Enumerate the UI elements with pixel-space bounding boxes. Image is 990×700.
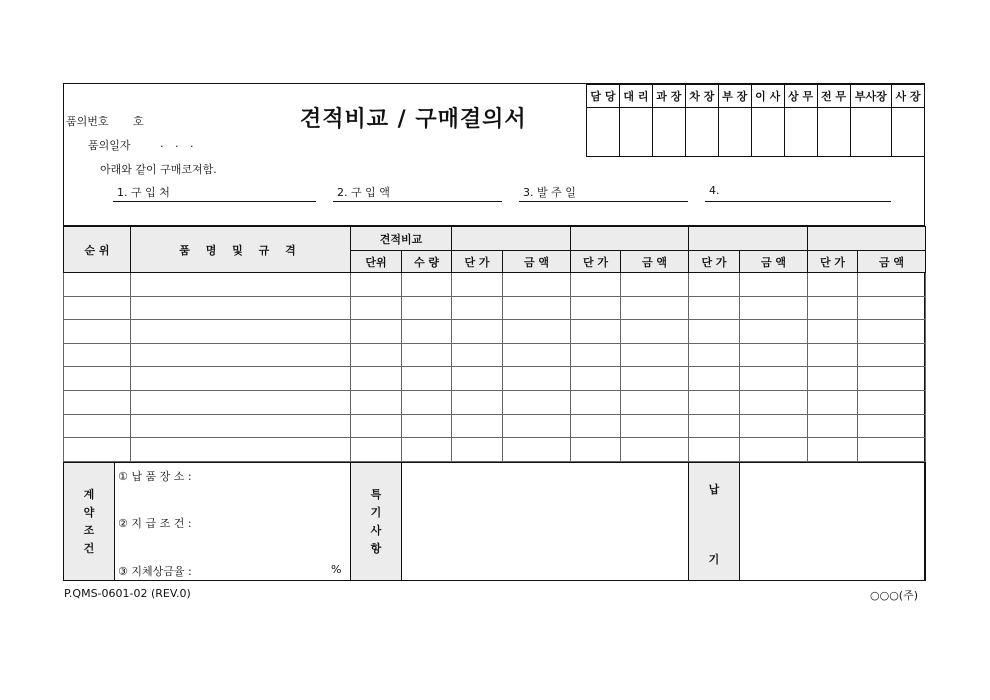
table-cell[interactable]	[621, 320, 689, 344]
delivery-place-field[interactable]: ① 납 품 장 소 :	[118, 470, 192, 483]
table-cell[interactable]	[452, 390, 503, 414]
header-rank: 순 위	[64, 227, 131, 273]
table-cell[interactable]	[808, 273, 858, 297]
table-cell[interactable]	[131, 273, 351, 297]
approval-sign-cell[interactable]	[718, 108, 751, 157]
table-cell[interactable]	[131, 320, 351, 344]
contract-terms-section	[63, 462, 926, 581]
table-cell[interactable]	[858, 438, 926, 462]
table-cell[interactable]	[808, 390, 858, 414]
table-row	[64, 367, 926, 391]
table-cell[interactable]	[503, 320, 571, 344]
table-cell[interactable]	[131, 343, 351, 367]
delivery-date-content[interactable]	[740, 463, 926, 581]
approval-sign-cell[interactable]	[817, 108, 850, 157]
table-cell[interactable]	[689, 390, 740, 414]
table-cell[interactable]	[621, 343, 689, 367]
table-cell[interactable]	[571, 438, 621, 462]
table-cell[interactable]	[858, 414, 926, 438]
table-cell[interactable]	[452, 414, 503, 438]
header-unit-price: 단 가	[571, 251, 621, 273]
contract-terms-label: 계 약 조 건	[64, 463, 115, 581]
table-cell[interactable]	[402, 438, 452, 462]
table-cell[interactable]	[571, 367, 621, 391]
table-cell[interactable]	[858, 273, 926, 297]
proposal-number-label: 품의번호	[66, 115, 109, 128]
table-cell[interactable]	[689, 367, 740, 391]
approval-header-8: 부사장	[850, 85, 892, 108]
table-cell[interactable]	[452, 367, 503, 391]
table-cell[interactable]	[689, 438, 740, 462]
table-cell[interactable]	[740, 273, 808, 297]
table-cell[interactable]	[64, 273, 131, 297]
table-cell[interactable]	[808, 367, 858, 391]
table-cell[interactable]	[351, 367, 402, 391]
approval-sign-cell[interactable]	[892, 108, 925, 157]
approval-sign-cell[interactable]	[619, 108, 652, 157]
table-cell[interactable]	[621, 296, 689, 320]
field-purchase-amount[interactable]: 2. 구 입 액	[333, 184, 502, 202]
payment-terms-field[interactable]: ② 지 급 조 건 :	[118, 517, 192, 530]
table-row	[64, 296, 926, 320]
table-cell[interactable]	[858, 296, 926, 320]
table-cell[interactable]	[351, 320, 402, 344]
penalty-rate-field[interactable]: ③ 지체상금율 :	[118, 565, 192, 578]
approval-sign-cell[interactable]	[751, 108, 784, 157]
table-cell[interactable]	[740, 438, 808, 462]
table-cell[interactable]	[402, 414, 452, 438]
table-cell[interactable]	[131, 296, 351, 320]
table-cell[interactable]	[351, 273, 402, 297]
approval-sign-cell[interactable]	[784, 108, 817, 157]
table-cell[interactable]	[131, 390, 351, 414]
header-amount: 금 액	[858, 251, 926, 273]
page-title: 견적비교 / 구매결의서	[300, 107, 527, 132]
header-vendor-4	[808, 227, 926, 251]
table-cell[interactable]	[131, 438, 351, 462]
table-cell[interactable]	[621, 414, 689, 438]
header-quote-compare: 견적비교	[351, 227, 452, 251]
table-cell[interactable]	[571, 414, 621, 438]
approval-header-7: 전 무	[817, 85, 850, 108]
table-cell[interactable]	[452, 296, 503, 320]
table-row	[64, 438, 926, 462]
table-cell[interactable]	[858, 367, 926, 391]
approval-sign-cell[interactable]	[652, 108, 685, 157]
special-notes-label: 특 기 사 항	[351, 463, 402, 581]
header-unit-price: 단 가	[689, 251, 740, 273]
table-cell[interactable]	[351, 343, 402, 367]
table-cell[interactable]	[621, 273, 689, 297]
table-cell[interactable]	[858, 320, 926, 344]
field-order-date[interactable]: 3. 발 주 일	[519, 184, 688, 202]
penalty-rate-unit: %	[331, 563, 342, 576]
approval-sign-cell[interactable]	[850, 108, 892, 157]
table-cell[interactable]	[64, 343, 131, 367]
proposal-number-suffix: 호	[133, 115, 144, 128]
table-cell[interactable]	[351, 438, 402, 462]
table-cell[interactable]	[689, 273, 740, 297]
table-cell[interactable]	[740, 414, 808, 438]
table-cell[interactable]	[503, 414, 571, 438]
table-cell[interactable]	[351, 296, 402, 320]
table-cell[interactable]	[503, 343, 571, 367]
table-cell[interactable]	[402, 273, 452, 297]
table-cell[interactable]	[808, 438, 858, 462]
special-notes-content[interactable]	[402, 463, 689, 581]
table-cell[interactable]	[351, 414, 402, 438]
approval-header-6: 상 무	[784, 85, 817, 108]
field-extra[interactable]: 4.	[705, 184, 891, 202]
table-cell[interactable]	[503, 390, 571, 414]
table-cell[interactable]	[131, 367, 351, 391]
table-cell[interactable]	[571, 296, 621, 320]
proposal-date-value: . . .	[160, 137, 198, 150]
table-cell[interactable]	[64, 414, 131, 438]
header-vendor-2	[571, 227, 689, 251]
table-cell[interactable]	[503, 438, 571, 462]
table-cell[interactable]	[452, 438, 503, 462]
table-row	[64, 273, 926, 297]
table-cell[interactable]	[503, 367, 571, 391]
table-cell[interactable]	[740, 320, 808, 344]
table-cell[interactable]	[808, 414, 858, 438]
header-vendor-1	[452, 227, 571, 251]
table-cell[interactable]	[621, 390, 689, 414]
quote-comparison-table	[63, 226, 926, 462]
table-cell[interactable]	[64, 390, 131, 414]
header-quantity: 수 량	[402, 251, 452, 273]
intro-text: 아래와 같이 구매코져함.	[100, 163, 217, 176]
table-cell[interactable]	[858, 390, 926, 414]
header-vendor-3	[689, 227, 808, 251]
header-amount: 금 액	[503, 251, 571, 273]
header-amount: 금 액	[740, 251, 808, 273]
table-cell[interactable]	[503, 273, 571, 297]
table-cell[interactable]	[402, 390, 452, 414]
approval-header-3: 차 장	[685, 85, 718, 108]
table-cell[interactable]	[858, 343, 926, 367]
table-row	[64, 320, 926, 344]
table-cell[interactable]	[402, 320, 452, 344]
document-code: P.QMS-0601-02 (REV.0)	[64, 587, 191, 600]
approval-header-9: 사 장	[892, 85, 925, 108]
table-row	[64, 390, 926, 414]
table-cell[interactable]	[351, 390, 402, 414]
approval-header-0: 담 당	[587, 85, 620, 108]
company-name: ○○○(주)	[870, 589, 919, 602]
header-amount: 금 액	[621, 251, 689, 273]
table-cell[interactable]	[689, 343, 740, 367]
proposal-date-label: 품의일자	[88, 139, 131, 152]
table-cell[interactable]	[131, 414, 351, 438]
table-cell[interactable]	[808, 343, 858, 367]
approval-header-1: 대 리	[619, 85, 652, 108]
delivery-date-label: 납 기	[689, 463, 740, 581]
table-cell[interactable]	[571, 390, 621, 414]
approval-header-2: 과 장	[652, 85, 685, 108]
approval-header-4: 부 장	[718, 85, 751, 108]
header-unit-price: 단 가	[808, 251, 858, 273]
table-cell[interactable]	[571, 320, 621, 344]
table-row	[64, 414, 926, 438]
table-cell[interactable]	[740, 343, 808, 367]
approval-sign-cell[interactable]	[587, 108, 620, 157]
table-cell[interactable]	[571, 273, 621, 297]
table-cell[interactable]	[689, 414, 740, 438]
approval-table	[586, 84, 925, 157]
table-cell[interactable]	[64, 367, 131, 391]
table-cell[interactable]	[740, 367, 808, 391]
table-cell[interactable]	[621, 438, 689, 462]
table-cell[interactable]	[64, 296, 131, 320]
table-cell[interactable]	[402, 367, 452, 391]
table-cell[interactable]	[452, 343, 503, 367]
field-vendor[interactable]: 1. 구 입 처	[113, 184, 316, 202]
table-cell[interactable]	[402, 343, 452, 367]
table-cell[interactable]	[808, 296, 858, 320]
table-cell[interactable]	[808, 320, 858, 344]
header-unit-price: 단 가	[452, 251, 503, 273]
table-cell[interactable]	[452, 320, 503, 344]
header-item-spec: 품 명 및 규 격	[131, 227, 351, 273]
table-cell[interactable]	[64, 438, 131, 462]
table-cell[interactable]	[689, 320, 740, 344]
table-cell[interactable]	[740, 390, 808, 414]
contract-terms-content	[115, 463, 351, 581]
approval-sign-cell[interactable]	[685, 108, 718, 157]
approval-header-5: 이 사	[751, 85, 784, 108]
table-cell[interactable]	[64, 320, 131, 344]
table-cell[interactable]	[689, 296, 740, 320]
header-unit: 단위	[351, 251, 402, 273]
table-cell[interactable]	[503, 296, 571, 320]
table-cell[interactable]	[402, 296, 452, 320]
table-cell[interactable]	[571, 343, 621, 367]
table-cell[interactable]	[452, 273, 503, 297]
table-cell[interactable]	[740, 296, 808, 320]
table-cell[interactable]	[621, 367, 689, 391]
table-row	[64, 343, 926, 367]
